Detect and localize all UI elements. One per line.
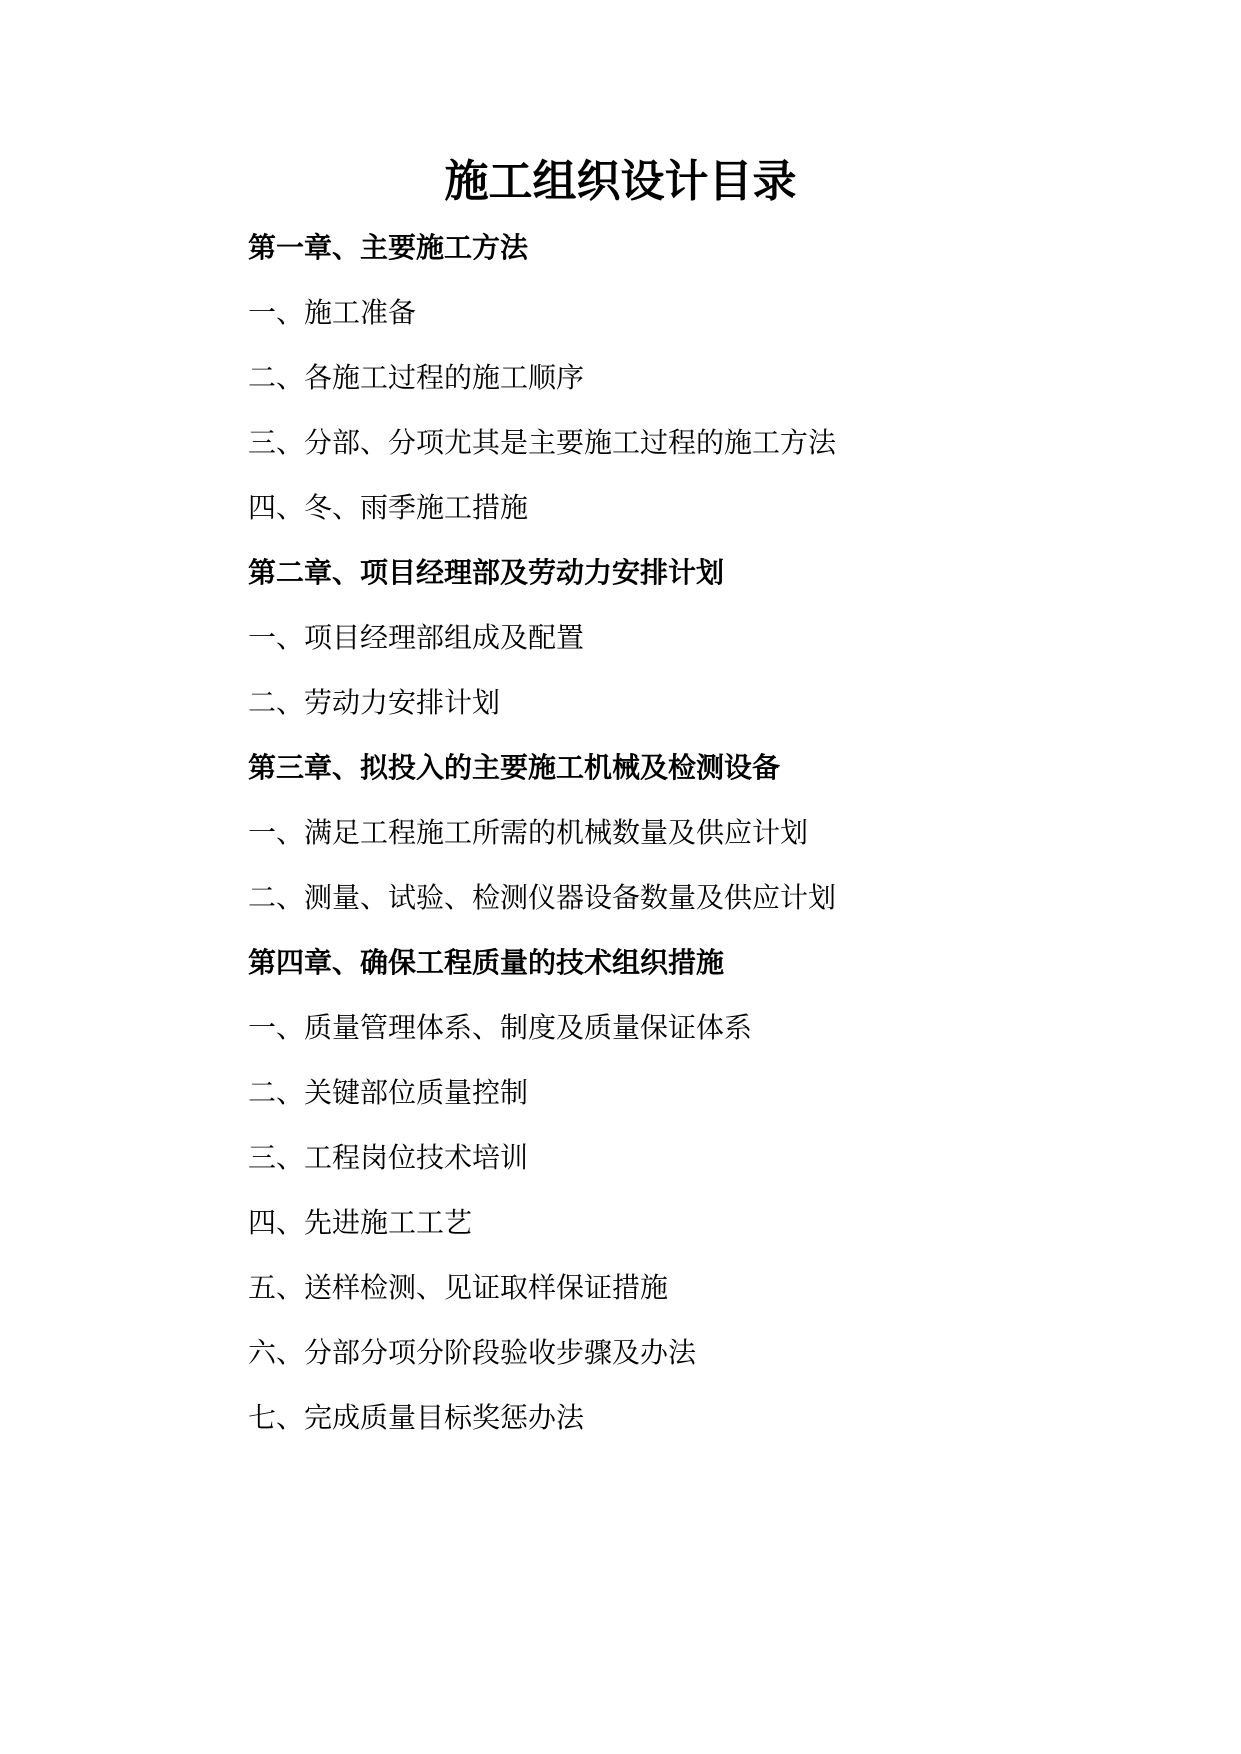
toc-section: 一、项目经理部组成及配置	[248, 621, 585, 654]
toc-section: 三、分部、分项尤其是主要施工过程的施工方法	[248, 426, 837, 459]
toc-section: 四、冬、雨季施工措施	[248, 491, 529, 524]
toc-section: 二、各施工过程的施工顺序	[248, 361, 585, 394]
toc-section: 五、送样检测、见证取样保证措施	[248, 1271, 669, 1304]
toc-section: 六、分部分项分阶段验收步骤及办法	[248, 1336, 697, 1369]
toc-section: 二、测量、试验、检测仪器设备数量及供应计划	[248, 881, 837, 914]
toc-section: 一、质量管理体系、制度及质量保证体系	[248, 1011, 753, 1044]
toc-section: 七、完成质量目标奖惩办法	[248, 1401, 585, 1434]
toc-chapter: 第四章、确保工程质量的技术组织措施	[248, 946, 725, 979]
toc-chapter: 第三章、拟投入的主要施工机械及检测设备	[248, 751, 781, 784]
toc-chapter: 第一章、主要施工方法	[248, 231, 529, 264]
document-title: 施工组织设计目录	[444, 156, 797, 207]
table-of-contents	[248, 226, 1148, 1461]
toc-section: 一、施工准备	[248, 296, 417, 329]
toc-section: 四、先进施工工艺	[248, 1206, 473, 1239]
toc-chapter: 第二章、项目经理部及劳动力安排计划	[248, 556, 725, 589]
toc-section: 一、满足工程施工所需的机械数量及供应计划	[248, 816, 809, 849]
toc-section: 二、关键部位质量控制	[248, 1076, 529, 1109]
toc-section: 三、工程岗位技术培训	[248, 1141, 529, 1174]
toc-section: 二、劳动力安排计划	[248, 686, 501, 719]
